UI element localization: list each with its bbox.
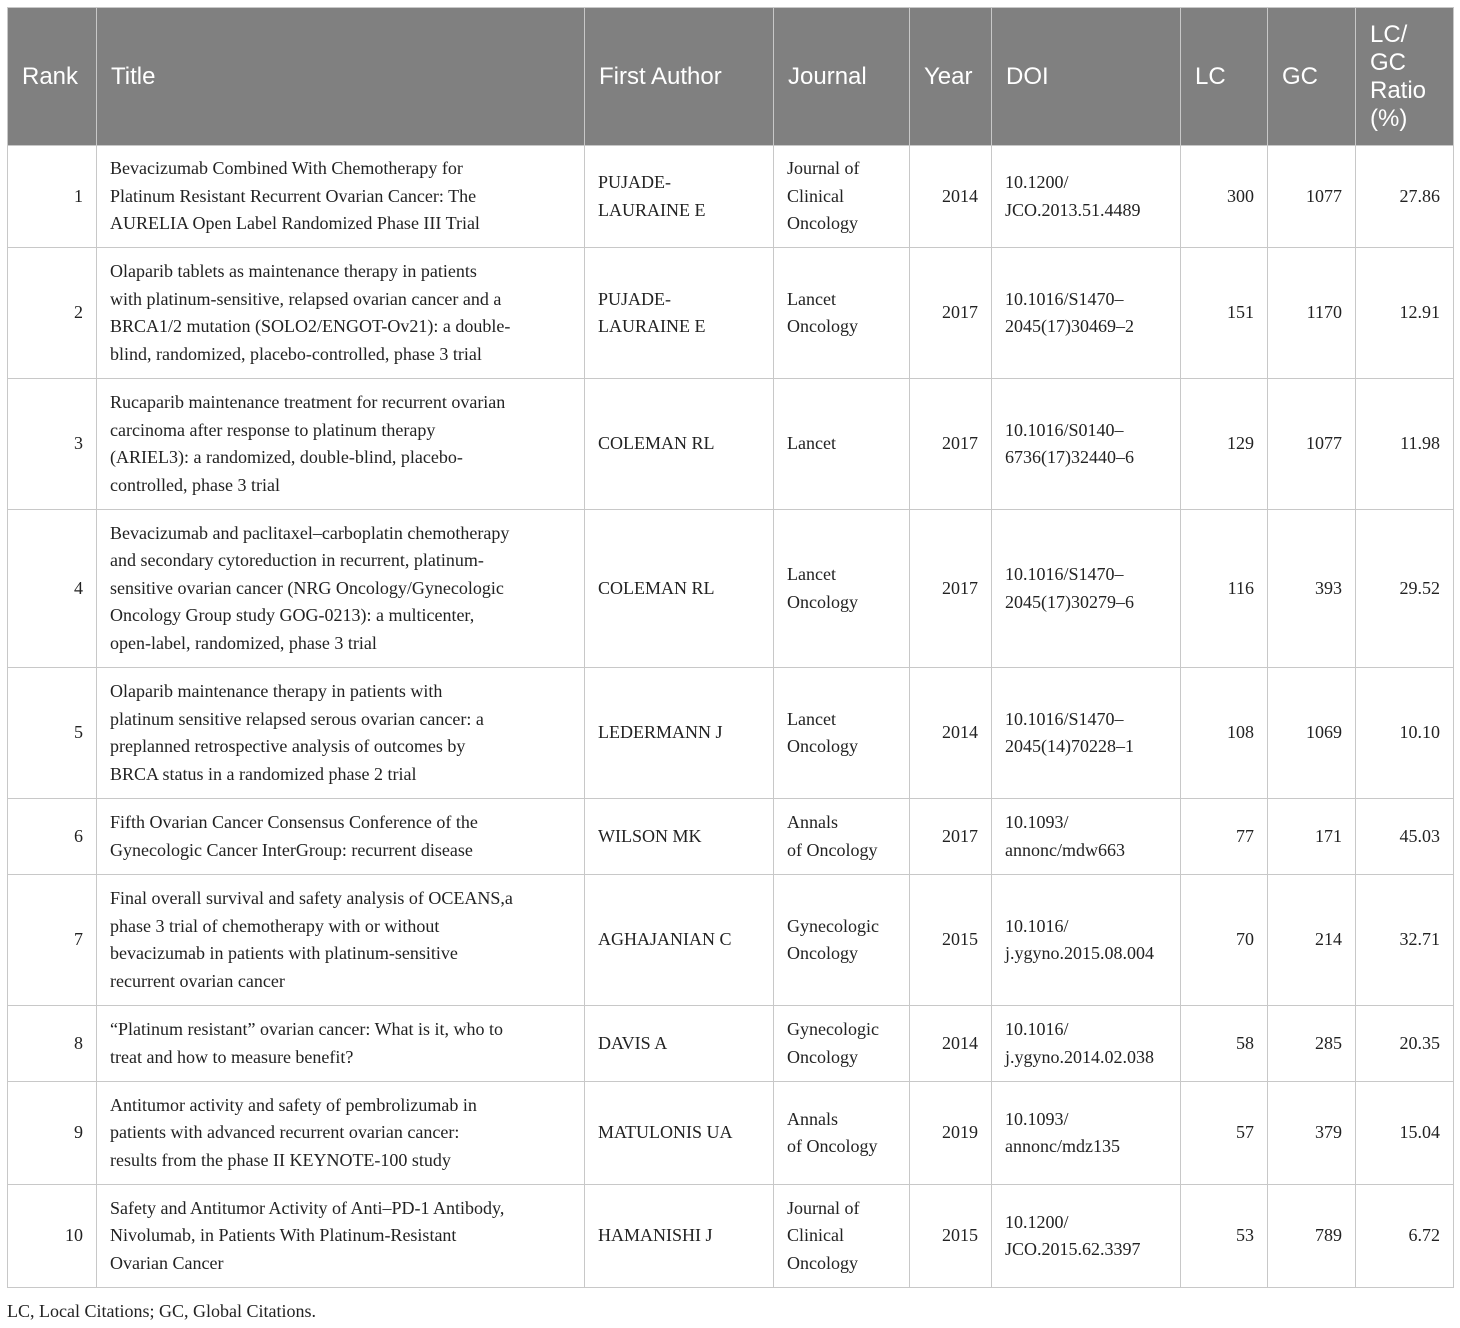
cell-title-line: patients with advanced recurrent ovarian cancer: — [110, 1122, 460, 1143]
cell-doi-line: 2045(14)70228–1 — [1005, 736, 1134, 756]
cell-doi-line: 10.1200/ — [1005, 172, 1069, 192]
table-row — [8, 668, 1454, 799]
cell-doi-line: j.ygyno.2014.02.038 — [1005, 1046, 1155, 1067]
cell-first-author-line: WILSON MK — [598, 825, 702, 846]
cell-title-line: BRCA status in a randomized phase 2 trial — [110, 763, 417, 784]
cell-journal — [774, 510, 910, 668]
cell-first-author — [585, 799, 774, 875]
table-row — [8, 1185, 1454, 1288]
cell-title-line: “Platinum resistant” ovarian cancer: What is it, who to — [110, 1019, 504, 1039]
cell-doi — [992, 1006, 1181, 1082]
cell-lc: 77 — [1181, 799, 1268, 875]
cell-gc: 214 — [1268, 875, 1356, 1006]
cell-title — [97, 1006, 585, 1082]
cell-rank: 5 — [8, 668, 97, 799]
cell-first-author-line: DAVIS A — [598, 1032, 668, 1053]
cell-title — [97, 1185, 585, 1288]
cell-doi-line: 10.1016/S1470– — [1005, 564, 1124, 584]
cell-gc: 1077 — [1268, 146, 1356, 248]
cell-doi — [992, 379, 1181, 510]
cell-year: 2015 — [910, 1185, 992, 1288]
cell-title-line: and secondary cytoreduction in recurrent, platinum- — [110, 550, 484, 571]
cell-lc-gc-ratio: 10.10 — [1356, 668, 1454, 799]
cell-title — [97, 799, 585, 875]
cell-journal-line: Clinical — [787, 1225, 844, 1246]
cell-doi — [992, 1185, 1181, 1288]
cell-title-line: controlled, phase 3 trial — [110, 474, 280, 495]
cell-title-line: Safety and Antitumor Activity of Anti–PD-1 Antibody, — [110, 1197, 505, 1218]
cell-doi-line: 10.1016/S1470– — [1005, 708, 1124, 729]
cell-title-line: Ovarian Cancer — [110, 1252, 224, 1273]
cell-journal-line: Oncology — [787, 591, 858, 612]
cell-rank: 8 — [8, 1006, 97, 1082]
header-lc-gc-ratio — [1356, 8, 1454, 146]
cell-title-line: Olaparib tablets as maintenance therapy in patients — [110, 261, 477, 281]
cell-title-line: Bevacizumab and paclitaxel–carboplatin chemotherapy — [110, 522, 510, 543]
cell-title-line: treat and how to measure benefit? — [110, 1046, 354, 1067]
cell-title-line: phase 3 trial of chemotherapy with or without — [110, 915, 440, 936]
cell-title — [97, 668, 585, 799]
cell-journal — [774, 1082, 910, 1185]
cell-title-line: Fifth Ovarian Cancer Consensus Conference of the — [110, 812, 478, 832]
cell-gc: 789 — [1268, 1185, 1356, 1288]
cell-title-line: preplanned retrospective analysis of outcomes by — [110, 736, 466, 756]
table-row — [8, 875, 1454, 1006]
cell-first-author-line: COLEMAN RL — [598, 433, 715, 454]
cell-journal-line: Oncology — [787, 213, 858, 234]
header-lc: LC — [1181, 8, 1268, 146]
cell-year: 2017 — [910, 510, 992, 668]
header-rank: Rank — [8, 8, 97, 146]
cell-lc: 116 — [1181, 510, 1268, 668]
cell-title — [97, 248, 585, 379]
cell-journal-line: Lancet — [787, 564, 836, 584]
cell-journal-line: Annals — [787, 1108, 838, 1129]
table-body — [8, 146, 1454, 1288]
cell-first-author — [585, 1006, 774, 1082]
cell-first-author-line: PUJADE- — [598, 288, 672, 309]
cell-title — [97, 1082, 585, 1185]
table-row — [8, 146, 1454, 248]
cell-journal — [774, 1006, 910, 1082]
cell-first-author-line: MATULONIS UA — [598, 1122, 733, 1143]
cell-doi-line: 2045(17)30279–6 — [1005, 591, 1134, 612]
cell-title-line: Olaparib maintenance therapy in patients with — [110, 681, 443, 701]
cell-doi-line: 10.1093/ — [1005, 812, 1069, 832]
cell-first-author — [585, 668, 774, 799]
cell-title — [97, 875, 585, 1006]
cell-doi — [992, 799, 1181, 875]
cell-journal-line: of Oncology — [787, 839, 878, 860]
cell-journal — [774, 248, 910, 379]
cell-title — [97, 379, 585, 510]
cell-lc: 129 — [1181, 379, 1268, 510]
header-year: Year — [910, 8, 992, 146]
cell-gc: 1170 — [1268, 248, 1356, 379]
cell-journal — [774, 379, 910, 510]
citations-table — [7, 7, 1454, 1288]
header-ratio-line: LC/ — [1370, 20, 1408, 48]
cell-first-author-line: LAURAINE E — [598, 316, 706, 336]
cell-title-line: with platinum-sensitive, relapsed ovarian cancer and a — [110, 288, 502, 309]
cell-title-line: Rucaparib maintenance treatment for recurrent ovarian — [110, 392, 506, 412]
cell-doi — [992, 1082, 1181, 1185]
cell-rank: 2 — [8, 248, 97, 379]
cell-journal — [774, 146, 910, 248]
cell-journal-line: Oncology — [787, 943, 858, 963]
cell-first-author-line: LAURAINE E — [598, 199, 706, 220]
cell-doi-line: 10.1093/ — [1005, 1108, 1069, 1129]
header-title: Title — [97, 8, 585, 146]
cell-doi-line: 10.1016/ — [1005, 915, 1069, 936]
cell-lc: 300 — [1181, 146, 1268, 248]
cell-doi — [992, 875, 1181, 1006]
cell-journal-line: Gynecologic — [787, 915, 879, 936]
cell-year: 2017 — [910, 248, 992, 379]
cell-first-author-line: HAMANISHI J — [598, 1225, 713, 1246]
cell-year: 2017 — [910, 799, 992, 875]
header-ratio-line: Ratio — [1370, 76, 1427, 104]
cell-title-line: (ARIEL3): a randomized, double-blind, placebo- — [110, 447, 463, 467]
cell-first-author-line: PUJADE- — [598, 172, 672, 192]
cell-gc: 393 — [1268, 510, 1356, 668]
cell-journal — [774, 668, 910, 799]
cell-gc: 1069 — [1268, 668, 1356, 799]
cell-rank: 1 — [8, 146, 97, 248]
cell-doi-line: annonc/mdz135 — [1005, 1136, 1120, 1156]
cell-doi-line: 6736(17)32440–6 — [1005, 447, 1134, 467]
cell-lc-gc-ratio: 6.72 — [1356, 1185, 1454, 1288]
cell-year: 2017 — [910, 379, 992, 510]
cell-lc-gc-ratio: 11.98 — [1356, 379, 1454, 510]
cell-title-line: BRCA1/2 mutation (SOLO2/ENGOT-Ov21): a double- — [110, 316, 511, 336]
header-journal: Journal — [774, 8, 910, 146]
cell-lc-gc-ratio: 20.35 — [1356, 1006, 1454, 1082]
cell-journal-line: Lancet — [787, 288, 836, 309]
cell-first-author — [585, 146, 774, 248]
cell-title-line: Oncology Group study GOG-0213): a multicenter, — [110, 605, 475, 626]
table-row — [8, 379, 1454, 510]
cell-year: 2014 — [910, 1006, 992, 1082]
cell-rank: 9 — [8, 1082, 97, 1185]
cell-first-author — [585, 875, 774, 1006]
cell-gc: 171 — [1268, 799, 1356, 875]
cell-first-author — [585, 1185, 774, 1288]
cell-title-line: sensitive ovarian cancer (NRG Oncology/Gynecologic — [110, 577, 504, 598]
cell-first-author-line: AGHAJANIAN C — [598, 929, 732, 950]
cell-title-line: bevacizumab in patients with platinum-sensitive — [110, 943, 458, 963]
cell-title-line: Gynecologic Cancer InterGroup: recurrent disease — [110, 839, 473, 860]
table-row — [8, 1082, 1454, 1185]
cell-doi-line: annonc/mdw663 — [1005, 839, 1125, 860]
cell-lc-gc-ratio: 29.52 — [1356, 510, 1454, 668]
cell-gc: 1077 — [1268, 379, 1356, 510]
header-row — [8, 8, 1454, 146]
cell-doi-line: 2045(17)30469–2 — [1005, 316, 1134, 336]
cell-first-author — [585, 248, 774, 379]
header-ratio-line: (%) — [1370, 104, 1408, 132]
cell-journal-line: Lancet — [787, 433, 836, 454]
cell-rank: 7 — [8, 875, 97, 1006]
cell-journal — [774, 1185, 910, 1288]
cell-journal-line: Annals — [787, 812, 838, 832]
cell-lc-gc-ratio: 15.04 — [1356, 1082, 1454, 1185]
cell-year: 2014 — [910, 146, 992, 248]
cell-first-author — [585, 379, 774, 510]
cell-title-line: Platinum Resistant Recurrent Ovarian Cancer: The — [110, 185, 477, 206]
cell-journal-line: Journal of — [787, 158, 860, 179]
cell-doi — [992, 668, 1181, 799]
cell-journal-line: Gynecologic — [787, 1019, 879, 1039]
cell-doi — [992, 146, 1181, 248]
cell-gc: 285 — [1268, 1006, 1356, 1082]
cell-doi-line: j.ygyno.2015.08.004 — [1005, 943, 1155, 963]
cell-title-line: Nivolumab, in Patients With Platinum-Resistant — [110, 1225, 457, 1246]
cell-title-line: Final overall survival and safety analysis of OCEANS,a — [110, 888, 513, 908]
cell-journal-line: Oncology — [787, 1252, 858, 1273]
header-doi: DOI — [992, 8, 1181, 146]
cell-title — [97, 510, 585, 668]
cell-title-line: Antitumor activity and safety of pembrolizumab in — [110, 1094, 477, 1115]
cell-gc: 379 — [1268, 1082, 1356, 1185]
table-footnote: LC, Local Citations; GC, Global Citations. — [7, 1301, 316, 1321]
cell-rank: 10 — [8, 1185, 97, 1288]
cell-year: 2014 — [910, 668, 992, 799]
cell-doi-line: 10.1016/S1470– — [1005, 288, 1124, 309]
cell-doi-line: JCO.2013.51.4489 — [1005, 199, 1141, 220]
cell-title-line: Bevacizumab Combined With Chemotherapy for — [110, 158, 463, 179]
cell-journal-line: of Oncology — [787, 1136, 878, 1156]
cell-title-line: open-label, randomized, phase 3 trial — [110, 632, 377, 653]
cell-doi-line: JCO.2015.62.3397 — [1005, 1239, 1141, 1259]
table-row — [8, 1006, 1454, 1082]
cell-doi — [992, 248, 1181, 379]
table-row — [8, 248, 1454, 379]
header-gc: GC — [1268, 8, 1356, 146]
cell-lc-gc-ratio: 27.86 — [1356, 146, 1454, 248]
cell-doi-line: 10.1200/ — [1005, 1211, 1069, 1232]
cell-first-author — [585, 510, 774, 668]
cell-doi — [992, 510, 1181, 668]
cell-journal-line: Oncology — [787, 316, 858, 336]
cell-journal-line: Oncology — [787, 736, 858, 756]
cell-doi-line: 10.1016/ — [1005, 1019, 1069, 1039]
table-row — [8, 510, 1454, 668]
cell-lc: 57 — [1181, 1082, 1268, 1185]
cell-lc: 70 — [1181, 875, 1268, 1006]
cell-lc-gc-ratio: 12.91 — [1356, 248, 1454, 379]
cell-year: 2019 — [910, 1082, 992, 1185]
cell-first-author-line: COLEMAN RL — [598, 577, 715, 598]
cell-first-author-line: LEDERMANN J — [598, 722, 723, 743]
cell-lc: 53 — [1181, 1185, 1268, 1288]
cell-lc: 151 — [1181, 248, 1268, 379]
cell-rank: 6 — [8, 799, 97, 875]
cell-rank: 4 — [8, 510, 97, 668]
header-first-author: First Author — [585, 8, 774, 146]
cell-journal-line: Clinical — [787, 185, 844, 206]
cell-year: 2015 — [910, 875, 992, 1006]
cell-lc: 58 — [1181, 1006, 1268, 1082]
cell-journal — [774, 799, 910, 875]
cell-title-line: AURELIA Open Label Randomized Phase III Trial — [110, 213, 480, 234]
cell-title-line: carcinoma after response to platinum therapy — [110, 419, 436, 440]
cell-lc-gc-ratio: 45.03 — [1356, 799, 1454, 875]
cell-lc-gc-ratio: 32.71 — [1356, 875, 1454, 1006]
cell-rank: 3 — [8, 379, 97, 510]
cell-doi-line: 10.1016/S0140– — [1005, 419, 1124, 440]
cell-title-line: blind, randomized, placebo-controlled, phase 3 trial — [110, 343, 482, 364]
cell-first-author — [585, 1082, 774, 1185]
cell-title — [97, 146, 585, 248]
cell-lc: 108 — [1181, 668, 1268, 799]
cell-journal-line: Oncology — [787, 1046, 858, 1067]
cell-journal-line: Journal of — [787, 1197, 860, 1218]
cell-title-line: platinum sensitive relapsed serous ovarian cancer: a — [110, 708, 484, 729]
cell-title-line: results from the phase II KEYNOTE-100 study — [110, 1149, 451, 1170]
cell-journal — [774, 875, 910, 1006]
table-row — [8, 799, 1454, 875]
cell-title-line: recurrent ovarian cancer — [110, 970, 285, 991]
cell-journal-line: Lancet — [787, 708, 836, 729]
header-ratio-line: GC — [1370, 48, 1406, 76]
